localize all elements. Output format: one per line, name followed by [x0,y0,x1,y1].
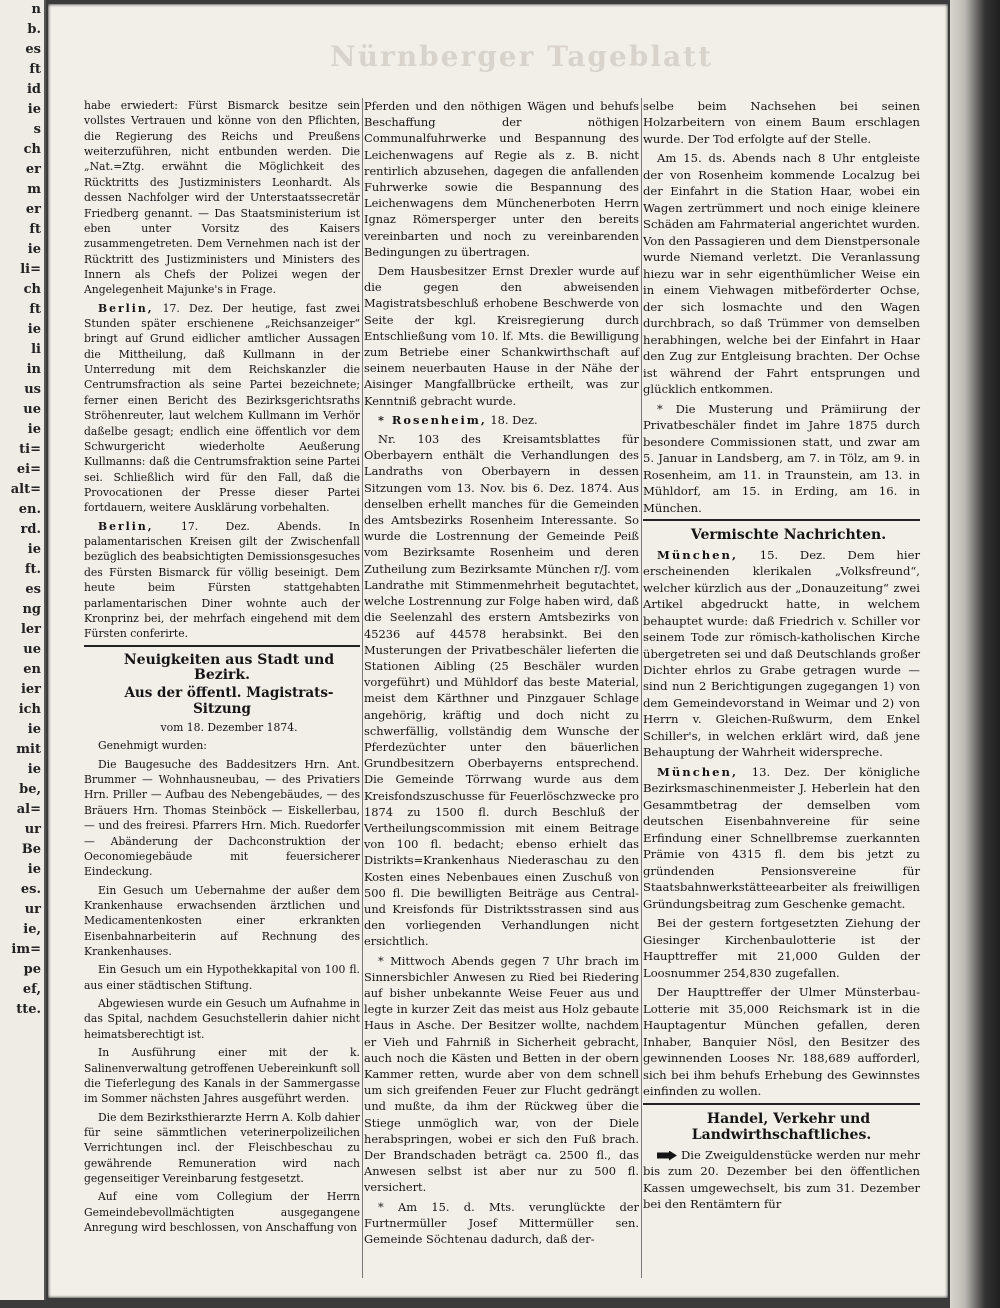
article-paragraph: selbe beim Nachsehen bei seinen Holzarbeitern von einem Baum erschlagen wurde. Der Tod erfolgte auf der Stelle. [643,99,920,146]
prev-page-fragment: ef, [22,982,41,997]
dateline: München, [657,764,739,779]
prev-page-fragment: ie [27,762,41,777]
prev-page-fragment: rd. [20,522,41,537]
prev-page-fragment: ler [20,622,41,637]
article-paragraph: habe erwiedert: Fürst Bismarck besitze sein vollstes Vertrauen und könne von den Pflichten, die Regierung des Reichs und Preußens weiterzuführen, nicht entbunden werden. Die „Nat.=Ztg. erwähnt die Möglichkeit des Rücktritts des Justizministers Leonhardt. Als dessen Nachfolger wird der Unterstaatssecretär Friedberg genannt. — Das Staatsministerium ist eben unter Vorsitz des Kaisers zusammengetreten. Dem Vernehmen nach ist der Rücktritt des Justizministers und Ministers des Innern als Chefs der Polizei wegen der Angelegenheit Majunke's in Frage. [84,99,360,297]
paragraph-text: 18. Dez. [486,412,538,427]
dateline: * Rosenheim, [378,412,487,427]
prev-page-fragment: ur [24,822,41,837]
prev-page-fragment: es [25,582,41,597]
article-paragraph: Ein Gesuch um Uebernahme der außer dem Krankenhause erwachsenden ärztlichen und Medicamentenkosten einer erkrankten Eisenbahnarbeiterin auf Rechnung des Krankenhauses. [84,883,360,959]
prev-page-fragment: be, [19,782,41,797]
prev-page-fragment: er [25,202,41,217]
prev-page-fragment: li [31,342,41,357]
dateline: Berlin, [98,519,154,533]
dateline: München, [657,547,739,562]
column-rule [641,98,642,1278]
prev-page-fragment: alt= [10,482,41,497]
prev-page-fragment: b. [27,22,41,37]
prev-page-fragment: n [31,2,41,17]
paragraph-text: 15. Dez. Dem hier erscheinenden klerikalen „Volksfreund“, welcher kürzlich aus der „Donauzeitung“ zwei Artikel abgedruckt hatte, in welchem behauptet wurde: daß Friedrich v. Schiller vor seinem Tode zur römisch-katholischen Kirche übergetreten sei und daß Deutschlands großer Dichter ehrlos zu Grabe getragen wurde — sind nun 2 Berichtigungen zugegangen 1) von dem Gemeindevorstand in Weimar und 2) von Herrn v. Gleichen-Rußwurm, dem Enkel Schiller's, in welchen erklärt wird, daß jene Behauptung der Wahrheit widerspreche. [643,547,920,760]
prev-page-fragment: al= [16,802,41,817]
dateline-paragraph [643,547,920,761]
dateline-paragraph [84,519,360,642]
article-paragraph: * Am 15. d. Mts. verunglückte der Furtnermüller Josef Mittermüller sen. Gemeinde Söchtenau dadurch, daß der- [364,1199,639,1247]
column-rule [362,98,363,1278]
prev-page-fragment: ch [23,282,41,297]
prev-page-fragment: pe [23,962,41,977]
prev-page-fragment: im= [11,942,41,957]
column-3 [643,98,920,1215]
page-binding-edge [950,0,1000,1308]
paragraph-text: 17. Dez. Abends. In palamentarischen Kreisen gilt der Zwischenfall bezüglich des beabsichtigten Demissionsgesuches des Fürsten Bismarck für völlig beseinigt. Dem heute beim Fürsten stattgehabten parlamentarischen Diner wohnte auch der Kronprinz bei, der mehrfach eingehend mit dem Fürsten conferirte. [84,519,360,641]
prev-page-fragment: ie [27,102,41,117]
prev-page-fragment: ie [27,242,41,257]
article-paragraph: * Die Musterung und Prämiirung der Privatbeschäler findet im Jahre 1875 durch besondere Commissionen statt, und zwar am 5. Januar in Landsberg, am 7. in Tölz, am 9. in Rosenheim, am 11. in Traunstein, am 13. in Mühldorf, am 15. in Erding, am 16. in München. [643,401,920,515]
prev-page-fragment: ie [27,542,41,557]
pointing-hand-icon [657,1151,677,1161]
section-date: vom 18. Dezember 1874. [160,721,298,735]
prev-page-fragment: s [33,122,41,137]
column-2 [364,98,639,1250]
prev-page-fragment: ier [20,682,41,697]
prev-page-fragment: ich [18,702,41,717]
prev-page-fragment: ft. [24,562,41,577]
article-paragraph: Nr. 103 des Kreisamtsblattes für Oberbayern enthält die Verhandlungen des Landraths von Oberbayern in dessen Sitzungen vom 13. Nov. bis 6. Dez. 1874. Aus denselben erhellt manches für die Gemeinden des Amtsbezirks Rosenheim Interessante. So wurde die Lostrennung der Gemeinde Peiß vom Bezirksamte Rosenheim und deren Zutheilung zum Bezirksamte München r/J. vom Landrathe mit Stimmenmehrheit begutachtet, welche Lostrennung zur Folge haben wird, daß die Seelenzahl des erstern Amtsbezirks von 45236 auf 44578 herabsinkt. Bei den Musterungen der Privatbeschäler lieferten die Stationen Aibling (25 Beschäler wurden vorgeführt) und Mühldorf das beste Material, meist dem Kärthner und Pinzgauer Schlage angehörig, kräftig und doch nicht zu schwerfällig, vollständig dem Wunsche der Pferdezüchter unter den bäuerlichen Grundbesitzern Oberbayerns entsprechend. Die Gemeinde Törrwang wurde aus dem Kreisfondszuschusse für Feuerlöschzwecke pro 1874 zu 1500 fl. durch Beschluß der Vertheilungscommission mit einem Beitrage von 100 fl. bedacht; ebenso erhielt das Distrikts=Krankenhaus Niederaschau zu den Kosten eines Nebenbaues einen Zuschuß von 500 fl. Die bewilligten Beiträge aus Central- und Kreisfonds für Distriktsstrassen sind aus den vorliegenden Verhandlungen nicht ersichtlich. [364,432,639,949]
article-paragraph: Bei der gestern fortgesetzten Ziehung der Giesinger Kirchenbaulotterie ist der Haupttreffer mit 21,000 Gulden der Loosnummer 254,830 zugefallen. [643,916,920,980]
prev-page-fragment: in [26,362,41,377]
section-heading: Handel, Verkehr und Landwirthschaftliches. [643,1103,920,1144]
prev-page-fragment: ue [23,402,41,417]
dateline-paragraph [643,764,920,912]
section-subheading: Aus der öffentl. Magistrats-Sitzung [124,685,334,717]
prev-page-fragment: en [23,662,41,677]
paragraph-text: 17. Dez. Der heutige, fast zwei Stunden später erschienene „Reichsanzeiger“ bringt auf Grund eidlicher amtlicher Aussagen die Mittheilung, daß Kullmann in der Unterredung mit dem Reichskanzler die Centrumsfraction als seine Partei bezeichnete; ferner einen Bericht des Bezirksgerichtsraths Ströhenreuter, laut welchem Kullmann im Verhör daßelbe gesagt; endlich eine öffentlich vor dem Schwurgericht wiederholte Aeußerung Kullmanns: daß die Centrumsfraktion seine Partei sei. Schließlich wird für den Fall, daß die Provocationen der Presse dieser Partei fortdauern, weitere Ausklärung vorbehalten. [84,301,360,515]
prev-page-fragment: en. [18,502,41,517]
paragraph-text: Die Zweiguldenstücke werden nur mehr bis zum 20. Dezember bei den öffentlichen Kassen umgewechselt, bis zum 31. Dezember bei den Rentämtern für [643,1147,920,1211]
prev-page-fragment: er [25,162,41,177]
prev-page-fragment: ft [29,222,41,237]
previous-page-edge [0,0,46,1300]
prev-page-fragment: tte. [16,1002,41,1017]
article-paragraph: Genehmigt wurden: [98,739,207,753]
prev-page-fragment: ft [29,62,41,77]
prev-page-fragment: ur [24,902,41,917]
prev-page-fragment: m [27,182,41,197]
prev-page-fragment: ng [22,602,41,617]
prev-page-fragment: es. [20,882,41,897]
notice-paragraph [643,1147,920,1213]
article-paragraph: Am 15. ds. Abends nach 8 Uhr entgleiste der von Rosenheim kommende Localzug bei der Einfahrt in die Station Haar, wobei ein Wagen zertrümmert und noch einige kleinere Schäden am Fahrmaterial angerichtet wurden. Von den Passagieren und dem Dienstpersonale wurde Niemand verletzt. Die Veranlassung hiezu war in sehr eigenthümlicher Weise ein in einem Viehwagen mitbeförderter Ochse, der sich losmachte und den Wagen durchbrach, so daß Trümmer von demselben herabhingen, welche bei der Einfahrt in Haar den Zug zur Entgleisung brachten. Der Ochse ist während der Fahrt entsprungen und glücklich entkommen. [643,151,920,397]
prev-page-fragment: es [25,42,41,57]
prev-page-fragment: us [24,382,41,397]
column-1 [84,98,360,1239]
section-heading: Vermischte Nachrichten. [643,519,920,543]
prev-page-fragment: mit [16,742,41,757]
prev-page-fragment: ch [23,142,41,157]
prev-page-fragment: ie [27,422,41,437]
paragraph-text: 13. Dez. Der königliche Bezirksmaschinenmeister J. Heberlein hat den Gesammtbetrag der demselben vom deutschen Eisenbahnvereine für seine Erfindung einer Schnellbremse zuerkannten Prämie von 4315 fl. dem bis jetzt zu gründenden Pensionsvereine für Staatsbahnwerkstätteearbeiter als freiwilligen Gründungsbeitrag zum Geschenke gemacht. [643,764,920,911]
article-paragraph: Pferden und den nöthigen Wägen und behufs Beschaffung der nöthigen Communalfuhrwerke und Bespannung des Leichenwagens auf Regie als z. B. nicht rentirlich abzusehen, dagegen die anfallenden Fuhrwerke sowie die Bespannung des Leichenwagens dem Münchenerboten Herrn Ignaz Römersperger unter den bereits vereinbarten und noch zu vereinbarenden Bedingungen zu übertragen. [364,99,639,259]
prev-page-fragment: ue [23,642,41,657]
dateline-paragraph [84,301,360,516]
article-paragraph: * Mittwoch Abends gegen 7 Uhr brach im Sinnersbichler Anwesen zu Ried bei Riedering auf bisher unbekannte Weise Feuer aus und legte in kurzer Zeit das meist aus Holz gebaute Haus in Asche. Der Besitzer wollte, nachdem er Vieh und Fahrniß in Sicherheit gebracht, auch noch die Kästen und Betten in der obern Kammer retten, wurde aber von dem schnell um sich greifenden Feuer zur Flucht gedrängt und mußte, da ihm der Rückweg über die Stiege unmöglich war, von der Diele herabspringen, wobei er sich den Fuß brach. Der Brandschaden beträgt ca. 2500 fl., das Anwesen selbst ist aber nur zu 500 fl. versichert. [364,953,639,1195]
prev-page-fragment: id [26,82,41,97]
prev-page-fragment: Be [21,842,41,857]
dateline-paragraph [364,412,639,428]
article-paragraph: Ein Gesuch um ein Hypothekkapital von 100 fl. aus einer städtischen Stiftung. [84,963,360,992]
article-paragraph: Der Haupttreffer der Ulmer Münsterbau-Lotterie mit 35,000 Reichsmark ist in die Hauptagentur München gefallen, deren Inhaber, Banquier Nösl, den Besitzer des gewinnenden Looses Nr. 188,689 aufforderl, sich bei ihm behufs Erhebung des Gewinnstes einfinden zu wollen. [643,985,920,1099]
bleed-through-masthead: Nürnberger Tageblatt [330,40,714,73]
article-paragraph: Dem Hausbesitzer Ernst Drexler wurde auf die gegen den abweisenden Magistratsbeschluß erhobene Beschwerde von Seite der kgl. Kreisregierung durch Entschließung vom 10. lf. Mts. die Bewilligung zum Betriebe einer Schankwirthschaft auf seinem neuerbauten Hause in der Nähe der Aisinger Mangfallbrücke ertheilt, was zur Kenntniß gebracht wurde. [364,264,639,408]
prev-page-fragment: ti= [19,442,41,457]
article-paragraph: Abgewiesen wurde ein Gesuch um Aufnahme in das Spital, nachdem Gesuchstellerin dahier nicht heimatsberechtigt ist. [84,997,360,1041]
prev-page-fragment: ie [27,722,41,737]
article-paragraph: Die dem Bezirksthierarzte Herrn A. Kolb dahier für seine sämmtlichen veterinerpolizeilichen Verrichtungen incl. der Fleischbeschau zu gewährende Remuneration wird nach gegenseitiger Vereinbarung festgesetzt. [84,1110,360,1186]
prev-page-fragment: ie [27,322,41,337]
section-heading: Neuigkeiten aus Stadt und Bezirk. [84,645,360,684]
prev-page-fragment: ie [27,862,41,877]
article-paragraph: Die Baugesuche des Baddesitzers Hrn. Ant. Brummer — Wohnhausneubau, — des Privatiers Hrn. Priller — Aufbau des Nebengebäudes, — des Bräuers Hrn. Thomas Steinböck — Eiskellerbau, — und des freiresi. Pfarrers Hrn. Mich. Ruedorfer — Abänderung der Dachconstruktion der Oeconomiegebäude mit feuersicherer Eindeckung. [84,757,360,879]
prev-page-fragment: ei= [16,462,41,477]
prev-page-fragment: ie, [23,922,41,937]
dateline: Berlin, [98,301,154,315]
prev-page-fragment: ft [29,302,41,317]
article-paragraph: In Ausführung einer mit der k. Salinenverwaltung getroffenen Uebereinkunft soll die Tieferlegung des Kanals in der Sammergasse im Sommer nächsten Jahres ausgeführt werden. [84,1046,360,1106]
prev-page-fragment: li= [20,262,41,277]
article-paragraph: Auf eine vom Collegium der Herrn Gemeindebevollmächtigten ausgegangene Anregung wird beschlossen, von Anschaffung von [84,1190,360,1235]
